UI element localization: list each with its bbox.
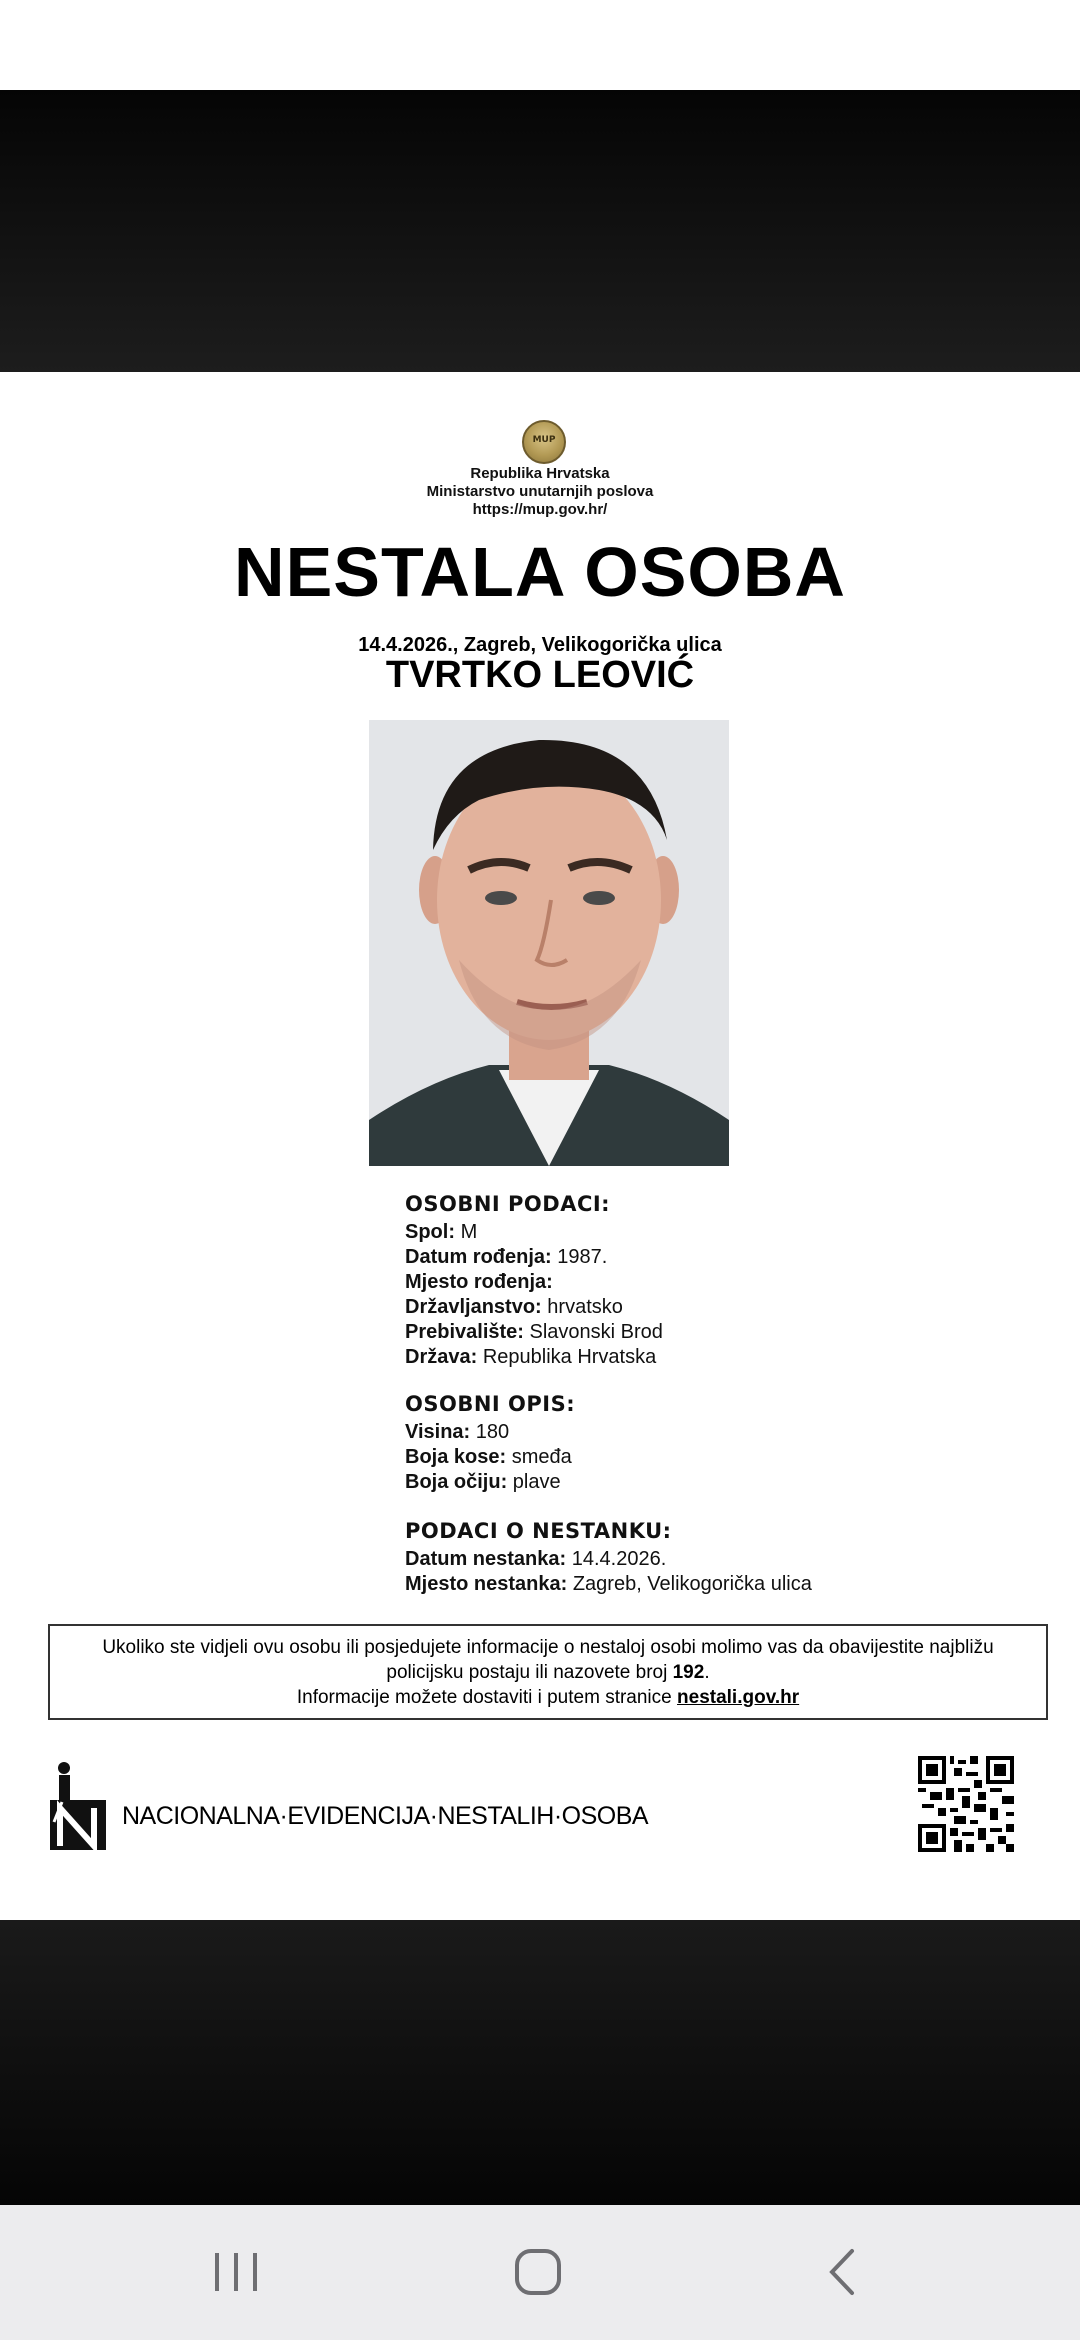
qr-code-icon <box>918 1756 1014 1852</box>
disappearance-section <box>405 1519 1005 1597</box>
ministry-line-1: Republika Hrvatska <box>470 465 610 482</box>
notice-line-2 <box>50 1660 1046 1685</box>
neno-label: NACIONALNA·EVIDENCIJA·NESTALIH·OSOBA <box>122 1802 649 1830</box>
row-label: Boja kose: <box>405 1446 507 1468</box>
row-value: plave <box>512 1471 561 1493</box>
website-link[interactable]: nestali.gov.hr <box>677 1687 800 1708</box>
personal-data-section <box>405 1192 1005 1370</box>
description-row <box>405 1470 1005 1495</box>
personal-data-row <box>405 1245 1005 1270</box>
neno-logo <box>50 1760 650 1850</box>
missing-person-poster <box>0 372 1080 1920</box>
person-photo-illustration <box>369 720 729 1166</box>
row-label: Mjesto nestanka: <box>405 1573 568 1595</box>
row-label: Spol: <box>405 1221 455 1243</box>
row-value: M <box>460 1221 478 1243</box>
personal-data-row <box>405 1220 1005 1245</box>
personal-data-row <box>405 1270 1005 1295</box>
qr-code <box>918 1756 1014 1852</box>
row-value: Republika Hrvatska <box>482 1346 657 1368</box>
recents-icon <box>211 2249 261 2295</box>
row-value: smeđa <box>511 1446 572 1468</box>
emblem-text: MUP <box>532 435 556 445</box>
disappearance-row <box>405 1547 1005 1572</box>
date-place: 14.4.2026., Zagreb, Velikogorička ulica <box>358 634 722 656</box>
phone-number: 192 <box>672 1662 705 1683</box>
image-bottom-dark-band <box>0 1920 1080 2205</box>
personal-data-heading: OSOBNI PODACI: <box>405 1192 611 1216</box>
notice-line-3-prefix: Informacije možete dostaviti i putem stranice <box>296 1687 678 1708</box>
mup-emblem-icon <box>522 420 566 464</box>
row-label: Boja očiju: <box>405 1471 508 1493</box>
recents-button[interactable] <box>200 2240 272 2304</box>
row-label: Datum nestanka: <box>405 1548 567 1570</box>
contact-notice-box <box>48 1624 1048 1720</box>
person-photo <box>369 720 729 1166</box>
description-heading: OSOBNI OPIS: <box>405 1392 576 1416</box>
personal-data-row <box>405 1320 1005 1345</box>
personal-data-row <box>405 1345 1005 1370</box>
home-icon <box>513 2247 563 2297</box>
row-label: Datum rođenja: <box>405 1246 552 1268</box>
ministry-url: https://mup.gov.hr/ <box>472 501 608 518</box>
row-label: Država: <box>405 1346 478 1368</box>
status-bar-area <box>0 0 1080 90</box>
row-label: Državljanstvo: <box>405 1296 542 1318</box>
ministry-line-2: Ministarstvo unutarnjih poslova <box>426 483 654 500</box>
personal-data-row <box>405 1295 1005 1320</box>
row-label: Prebivalište: <box>405 1321 524 1343</box>
back-icon <box>822 2247 862 2297</box>
row-value: 14.4.2026. <box>571 1548 667 1570</box>
notice-line-2-prefix: policijsku postaju ili nazovete broj <box>386 1662 673 1683</box>
disappearance-row <box>405 1572 1005 1597</box>
walking-person-logo-icon <box>50 1760 106 1850</box>
row-label: Visina: <box>405 1421 471 1443</box>
row-value: Slavonski Brod <box>529 1321 663 1343</box>
row-value: 1987. <box>557 1246 608 1268</box>
description-row <box>405 1420 1005 1445</box>
disappearance-heading: PODACI O NESTANKU: <box>405 1519 672 1543</box>
description-row <box>405 1445 1005 1470</box>
notice-line-1: Ukoliko ste vidjeli ovu osobu ili posjedujete informacije o nestaloj osobi molimo vas da obavijestite najbližu <box>102 1637 994 1658</box>
home-button[interactable] <box>502 2240 574 2304</box>
image-top-dark-band <box>0 90 1080 372</box>
notice-line-3 <box>50 1685 1046 1710</box>
row-value: Zagreb, Velikogorička ulica <box>572 1573 812 1595</box>
row-label: Mjesto rođenja: <box>405 1271 553 1293</box>
description-section <box>405 1392 1005 1495</box>
notice-line-2-suffix: . <box>704 1662 710 1683</box>
row-value: hrvatsko <box>547 1296 623 1318</box>
back-button[interactable] <box>806 2240 878 2304</box>
row-value: 180 <box>475 1421 510 1443</box>
poster-title: NESTALA OSOBA <box>234 533 846 611</box>
person-name: TVRTKO LEOVIĆ <box>385 654 695 696</box>
